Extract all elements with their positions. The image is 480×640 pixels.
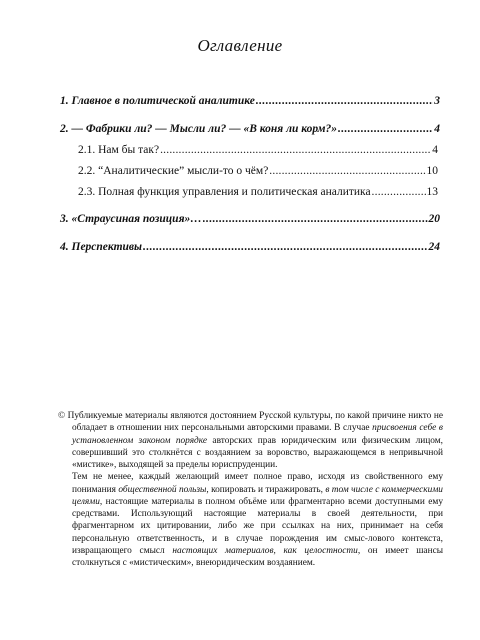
legal-text-italic: настоящих материалов, как целостности xyxy=(172,545,358,556)
toc-entry-label: 1. Главное в политической аналитике xyxy=(60,95,255,107)
toc-leader-dots xyxy=(160,144,431,156)
toc-entry-page: 4 xyxy=(434,123,440,135)
legal-text-italic: в том числе с коммерческими целями xyxy=(72,484,443,507)
legal-text: © Публикуемые материалы являются достоянием Русской культуры, по какой причине никто не обладает в отношении них персональными авторскими правами. В случае xyxy=(58,411,443,434)
toc-entry-2-2[interactable] xyxy=(78,165,438,177)
toc-entry-2-3[interactable] xyxy=(78,186,438,198)
toc-entry-page: 4 xyxy=(432,144,438,156)
toc-entry-page: 10 xyxy=(426,165,438,177)
legal-text: , копировать и тиражировать, xyxy=(206,484,326,495)
toc-leader-dots xyxy=(338,123,433,135)
toc-entry-page: 24 xyxy=(428,241,440,253)
legal-text: , он имеет шансы столкнуться с «мистическим», внеюридическим воздаянием. xyxy=(72,545,443,568)
toc-entry-2-1[interactable] xyxy=(78,144,438,156)
toc-entry-page: 20 xyxy=(428,213,440,225)
toc-entry-label: 2.3. Полная функция управления и политическая аналитика xyxy=(78,186,371,198)
toc-title: Оглавление xyxy=(197,36,283,55)
legal-text: Тем не менее, каждый желающий имеет полное право, исходя из свойственного ему понимания xyxy=(72,472,443,495)
toc-entry-label: 2.1. Нам бы так? xyxy=(78,144,160,156)
copyright-notice xyxy=(58,410,443,569)
toc-entry-label: 3. «Страусиная позиция»… xyxy=(60,213,202,225)
toc-entry-label: 2. — Фабрики ли? — Мысли ли? — «В коня ли корм?» xyxy=(60,123,337,135)
toc-leader-dots xyxy=(256,95,433,107)
copyright-paragraph-1 xyxy=(58,410,443,471)
legal-text: авторских прав юридическим или физическим лицом, совершивший это столкнётся с воздаянием за воровство, выражающемся в непривычной «мистике», выходящей за пределы юриспруденции. xyxy=(72,435,443,470)
toc-entry-label: 2.2. “Аналитические” мысли-то о чём? xyxy=(78,165,269,177)
toc-entry-1[interactable] xyxy=(60,95,440,107)
toc-entry-4[interactable] xyxy=(60,241,440,253)
toc-entry-3[interactable] xyxy=(60,213,440,225)
toc-entry-label: 4. Перспективы xyxy=(60,241,143,253)
toc-leader-dots xyxy=(203,213,428,225)
toc-leader-dots xyxy=(372,186,426,198)
toc-entry-page: 3 xyxy=(434,95,440,107)
legal-text-italic: общественной пользы xyxy=(118,484,207,495)
toc-entry-2[interactable] xyxy=(60,123,440,135)
toc-leader-dots xyxy=(143,241,427,253)
legal-text: , настоящие материалы в полном объёме или фрагментарно всеми доступными ему средствами. Использующий настоящие материалы в своей деятельности, при фрагментарном их цитировании, либо же при ссылках на них, принимает на себя персональную ответственность, и в случае порождения им смыс-лового контекста, извращающего смысл xyxy=(72,496,443,556)
toc-leader-dots xyxy=(269,165,425,177)
legal-text-italic: присвоения себе в установленном законом порядке xyxy=(72,423,443,446)
copyright-paragraph-2 xyxy=(58,471,443,569)
toc-entry-page: 13 xyxy=(426,186,438,198)
